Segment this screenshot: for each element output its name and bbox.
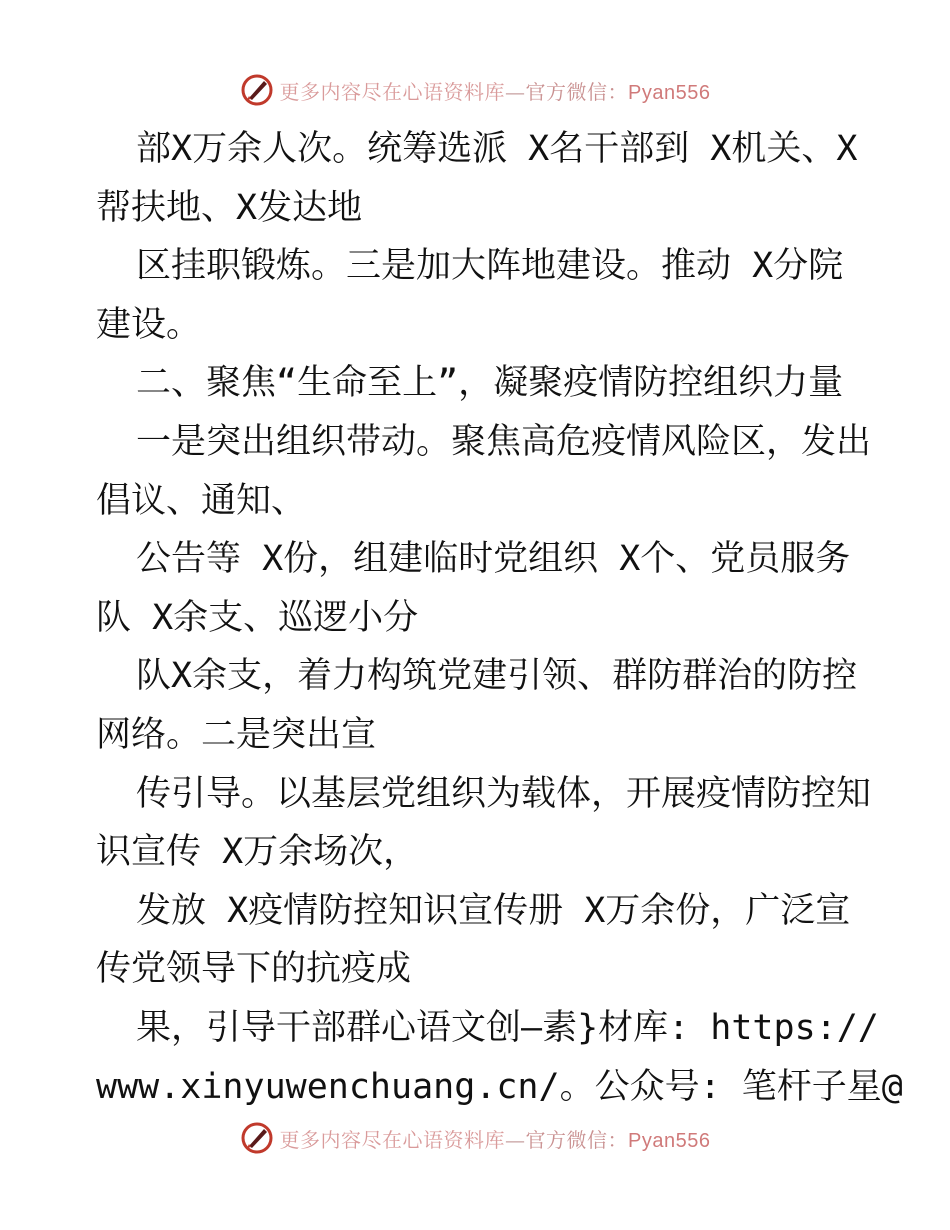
text-line: 队 X余支、巡逻小分 [96, 597, 419, 638]
text-line: 网络。二是突出宣 [96, 714, 377, 755]
text-line: 发放 X疫情防控知识宣传册 X万余份，广泛宣 [136, 890, 851, 931]
text-line: 倡议、通知、 [96, 480, 307, 521]
banner-main-text: 更多内容尽在心语资料库 [279, 79, 506, 104]
text-line: 区挂职锻炼。三是加大阵地建设。推动 X分院 [136, 246, 844, 287]
text-line: 二、聚焦“生命至上”，凝聚疫情防控组织力量 [136, 363, 844, 404]
text-line: 建设。 [96, 304, 202, 345]
banner-label [280, 1124, 711, 1153]
text-line: 传党领导下的抗疫成 [96, 949, 412, 990]
text-line: 一是突出组织带动。聚焦高危疫情风险区，发出 [136, 421, 872, 462]
banner-wechat-id: Pyan556 [628, 81, 711, 104]
header-banner [0, 70, 950, 110]
brush-circle-logo-icon [240, 73, 274, 107]
banner-separator: — [505, 79, 526, 104]
text-line: 帮扶地、X发达地 [96, 187, 363, 228]
banner-wechat-id: Pyan556 [628, 1129, 711, 1152]
text-line: 果，引导干部群心语文创—素}材库: https:// [136, 1007, 879, 1048]
banner-label [280, 76, 711, 105]
brush-circle-logo-icon [240, 1121, 274, 1155]
text-line: 识宣传 X万余场次， [96, 832, 419, 873]
banner-wechat-label: 官方微信： [525, 1127, 629, 1152]
text-line: 队X余支，着力构筑党建引领、群防群治的防控 [136, 656, 858, 697]
footer-banner [0, 1118, 950, 1158]
text-line: 公告等 X份，组建临时党组织 X个、党员服务 [136, 539, 851, 580]
banner-separator: — [505, 1127, 526, 1152]
text-line: www.xinyuwenchuang.cn/。公众号: 笔杆子星@ [96, 1066, 903, 1107]
text-line: 部X万余人次。统筹选派 X名干部到 X机关、X [136, 129, 858, 169]
document-body [96, 120, 903, 1116]
banner-wechat-label: 官方微信： [525, 79, 629, 104]
text-line: 传引导。以基层党组织为载体，开展疫情防控知 [136, 773, 872, 814]
banner-main-text: 更多内容尽在心语资料库 [279, 1127, 506, 1152]
